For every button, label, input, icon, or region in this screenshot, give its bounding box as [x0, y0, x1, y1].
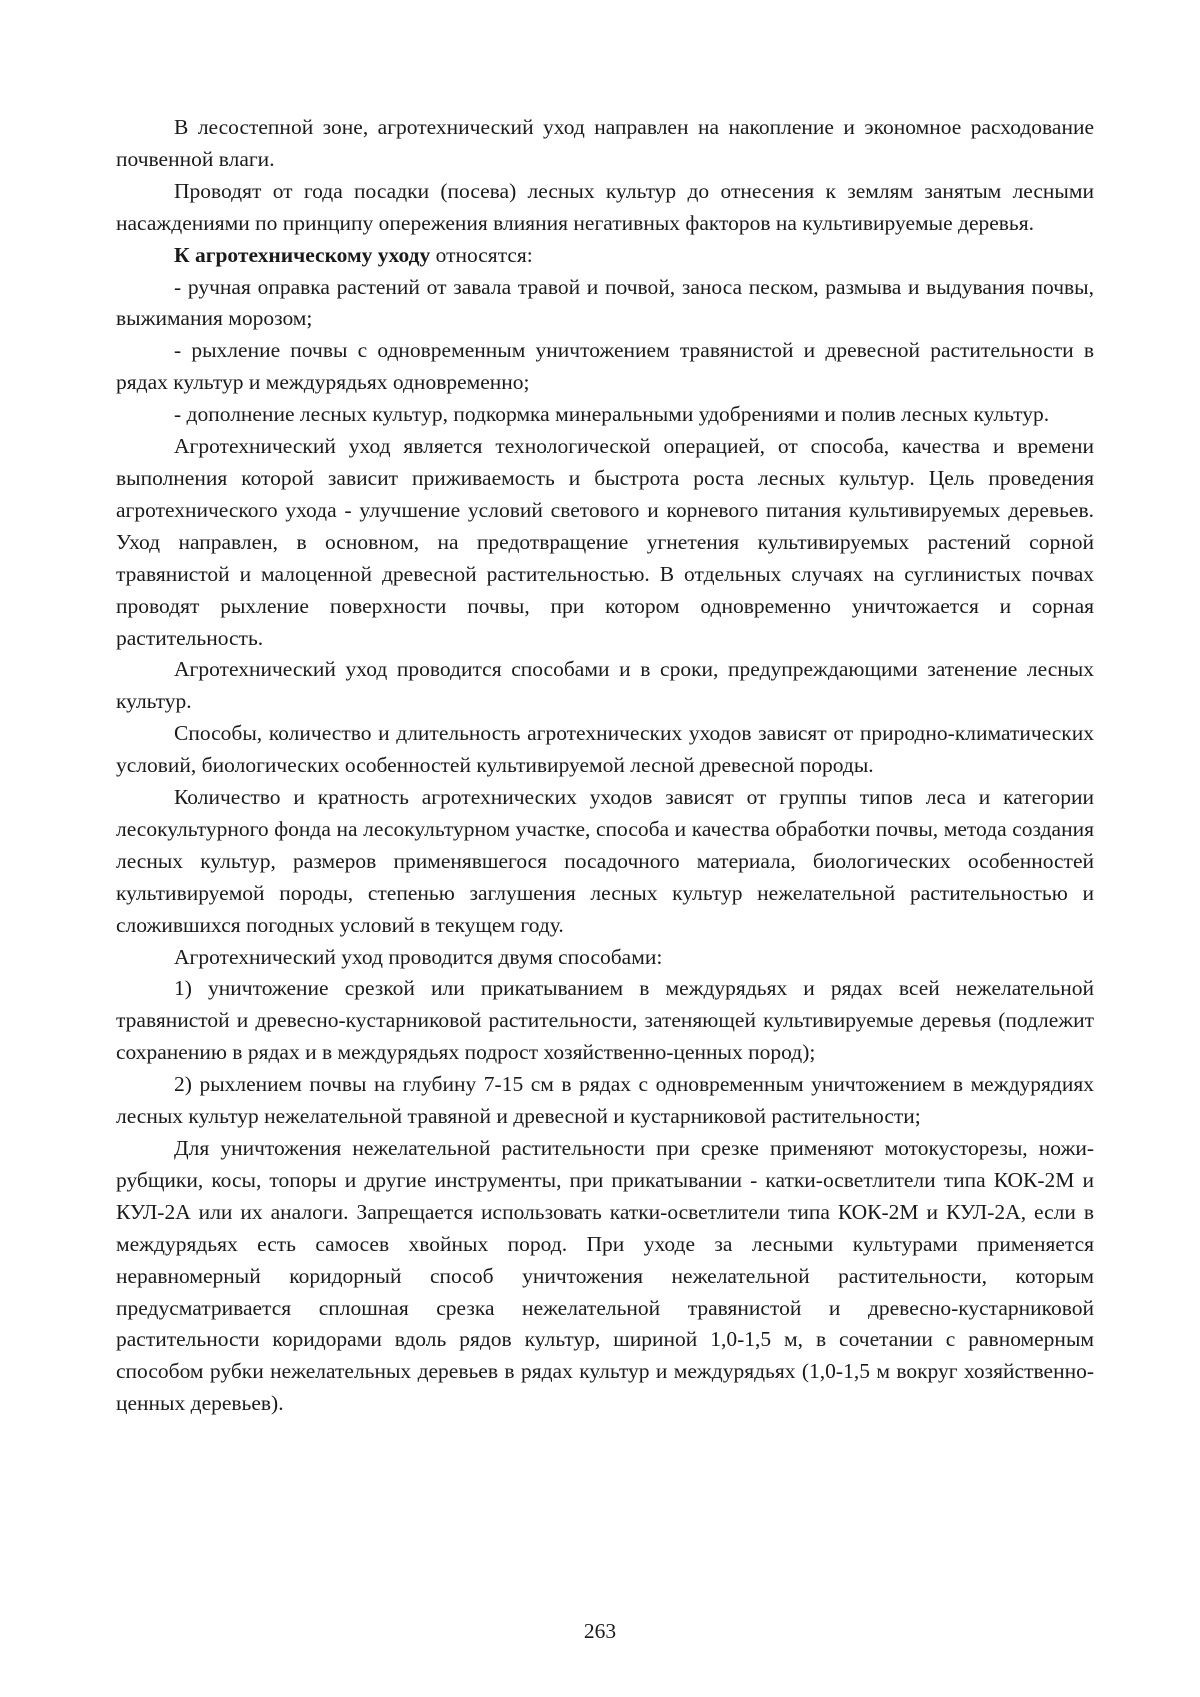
paragraph: К агротехническому уходу относятся: — [174, 242, 533, 267]
bold-term: К агротехническому уходу — [174, 242, 431, 267]
list-item: - рыхление почвы с одновременным уничтожением травянистой и древесной растительности в рядах культур и междурядьях одновременно; — [116, 338, 1094, 395]
paragraph: В лесостепной зоне, агротехнический уход направлен на накопление и экономное расходование почвенной влаги. — [116, 115, 1094, 171]
page-number: 263 — [583, 1619, 617, 1643]
paragraph: Агротехнический уход проводится двумя способами: — [174, 944, 663, 969]
paragraph: Количество и кратность агротехнических уходов зависят от группы типов леса и категории лесокультурного фонда на лесокультурном участке, способа и качества обработки почвы, метода создания лесных культур, размеров применявшегося посадочного материала, биологических особенностей культивируемой породы, степенью заглушения лесных культур нежелательной растительностью и сложившихся погодных условий в текущем году. — [116, 785, 1094, 937]
paragraph: Для уничтожения нежелательной растительности при срезке применяют мотокусторезы, ножи-рубщики, косы, топоры и другие инструменты, при прикатывании - катки-осветлители типа КОК-2М и КУЛ-2А или их аналоги. Запрещается использовать катки-осветлители типа КОК-2М и КУЛ-2А, если в междурядьях есть самосев хвойных пород. При уходе за лесными культурами применяется неравномерный коридорный способ уничтожения нежелательной растительности, которым предусматривается сплошная срезка нежелательной травянистой и древесно-кустарниковой растительности коридорами вдоль рядов культур, шириной 1,0-1,5 м, в сочетании с равномерным способом рубки нежелательных деревьев в рядах культур и междурядьях (1,0-1,5 м вокруг хозяйственно-ценных деревьев). — [116, 1136, 1094, 1416]
paragraph: Способы, количество и длительность агротехнических уходов зависят от природно-климатических условий, биологических особенностей культивируемой лесной древесной породы. — [116, 721, 1094, 778]
list-item: 2) рыхлением почвы на глубину 7-15 см в рядах с одновременным уничтожением в междурядиях лесных культур нежелательной травяной и древесной и кустарниковой растительности; — [116, 1072, 1094, 1129]
paragraph: Проводят от года посадки (посева) лесных культур до отнесения к землям занятым лесными насаждениями по принципу опережения влияния негативных факторов на культивируемые деревья. — [116, 178, 1094, 235]
paragraph: Агротехнический уход проводится способами и в сроки, предупреждающими затенение лесных культур. — [116, 657, 1094, 714]
paragraph: Агротехнический уход является технологической операцией, от способа, качества и времени выполнения которой зависит приживаемость и быстрота роста лесных культур. Цель проведения агротехнического ухода - улучшение условий светового и корневого питания культивируемых деревьев. Уход направлен, в основном, на предотвращение угнетения культивируемых растений сорной травянистой и малоценной древесной растительностью. В отдельных случаях на суглинистых почвах проводят рыхление поверхности почвы, при котором одновременно уничтожается и сорная растительность. — [116, 434, 1094, 650]
list-item: - ручная оправка растений от завала травой и почвой, заноса песком, размыва и выдувания почвы, выжимания морозом; — [116, 274, 1094, 331]
list-item: 1) уничтожение срезкой или прикатыванием в междурядьях и рядах всей нежелательной травянистой и древесно-кустарниковой растительности, затеняющей культивируемые деревья (подлежит сохранению в рядах и в междурядьях подрост хозяйственно-ценных пород); — [116, 976, 1094, 1065]
document-body — [116, 112, 1094, 1420]
list-item: - дополнение лесных культур, подкормка минеральными удобрениями и полив лесных культур. — [174, 402, 1050, 427]
